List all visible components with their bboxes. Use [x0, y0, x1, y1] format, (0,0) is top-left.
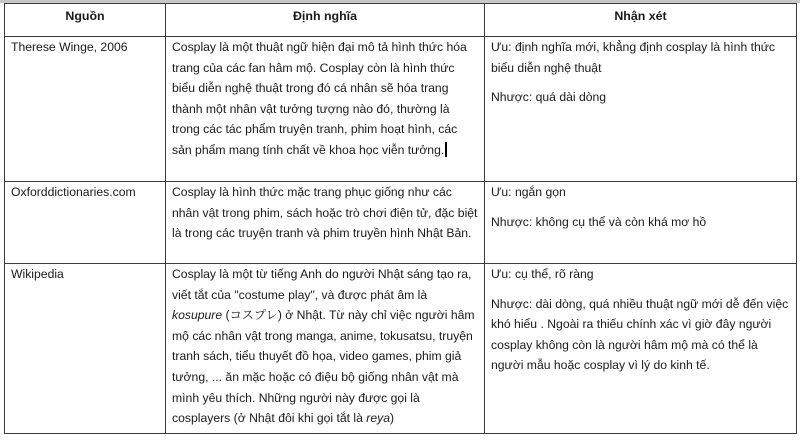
header-comment: Nhận xét — [485, 4, 797, 37]
table-row — [5, 182, 797, 264]
definition-text-part: ) — [390, 411, 395, 426]
cell-definition[interactable]: Cosplay là hình thức mặc trang phục giống như các nhân vật trong phim, sách hoặc trò chơi điện tử, đặc biệt là trong các truyện tranh và phim truyền hình Nhật Bản. — [166, 182, 485, 264]
cell-source[interactable]: Therese Winge, 2006 — [5, 37, 166, 182]
table-row — [5, 37, 797, 182]
cell-comment[interactable] — [485, 182, 797, 264]
pros-text: Ưu: định nghĩa mới, khẳng định cosplay là hình thức biểu diễn nghệ thuật — [491, 40, 776, 75]
table-row — [5, 264, 797, 434]
pros-text: Ưu: ngắn gọn — [491, 185, 566, 199]
cosplay-definitions-table — [4, 3, 797, 434]
cell-comment[interactable] — [485, 37, 797, 182]
definition-italic-term: kosupure — [172, 308, 223, 323]
pros-text: Ưu: cụ thể, rõ ràng — [491, 267, 594, 281]
cons-text: Nhược: không cụ thể và còn khá mơ hồ — [491, 214, 707, 229]
definition-text-part: Cosplay là một từ tiếng Anh do người Nhật sáng tạo ra, viết tắt của "costume play", và được phát âm là — [172, 267, 472, 302]
definition-text-part: (コスプレ) ở Nhật. Từ này chỉ việc người hâm mộ các nhân vật trong manga, anime, tokusatsu, truyện tranh sách, tiểu thuyết đồ họa, video games, phim giả tưởng, ... ăn mặc hoặc có điệu bộ giống nhân vật mà mình yêu thích. Những người này được gọi là cosplayers (ở Nhật đôi khi gọi tắt là — [172, 308, 475, 426]
text-cursor — [445, 142, 447, 157]
cell-source[interactable]: Oxforddictionaries.com — [5, 182, 166, 264]
definition-text: Cosplay là một thuật ngữ hiện đại mô tả hình thức hóa trang của các fan hâm mộ. Cosplay còn là hình thức biểu diễn nghệ thuật trong đó cá nhân sẽ hóa trang thành một nhân vật tưởng tượng nào đó, thường là trong các tác phẩm truyện tranh, phim hoạt hình, các sản phẩm mang tính chất về khoa học viễn tưởng. — [172, 40, 467, 157]
cons-text: Nhược: quá dài dòng — [491, 90, 607, 105]
cell-source[interactable]: Wikipedia — [5, 264, 166, 434]
cell-definition[interactable] — [166, 37, 485, 182]
header-source: Nguồn — [5, 4, 166, 37]
table-header-row — [5, 4, 797, 37]
cell-definition[interactable] — [166, 264, 485, 434]
cell-comment[interactable] — [485, 264, 797, 434]
header-definition: Định nghĩa — [166, 4, 485, 37]
definition-italic-term: reya — [366, 411, 390, 426]
cons-text: Nhược: dài dòng, quá nhiều thuật ngữ mới dễ đến việc khó hiểu . Ngoài ra thiếu chính xác vì giờ đây người cosplay không còn là người hâm mộ mà có thể là người mẫu hoặc cosplay vì lý do kinh tế. — [491, 296, 789, 373]
